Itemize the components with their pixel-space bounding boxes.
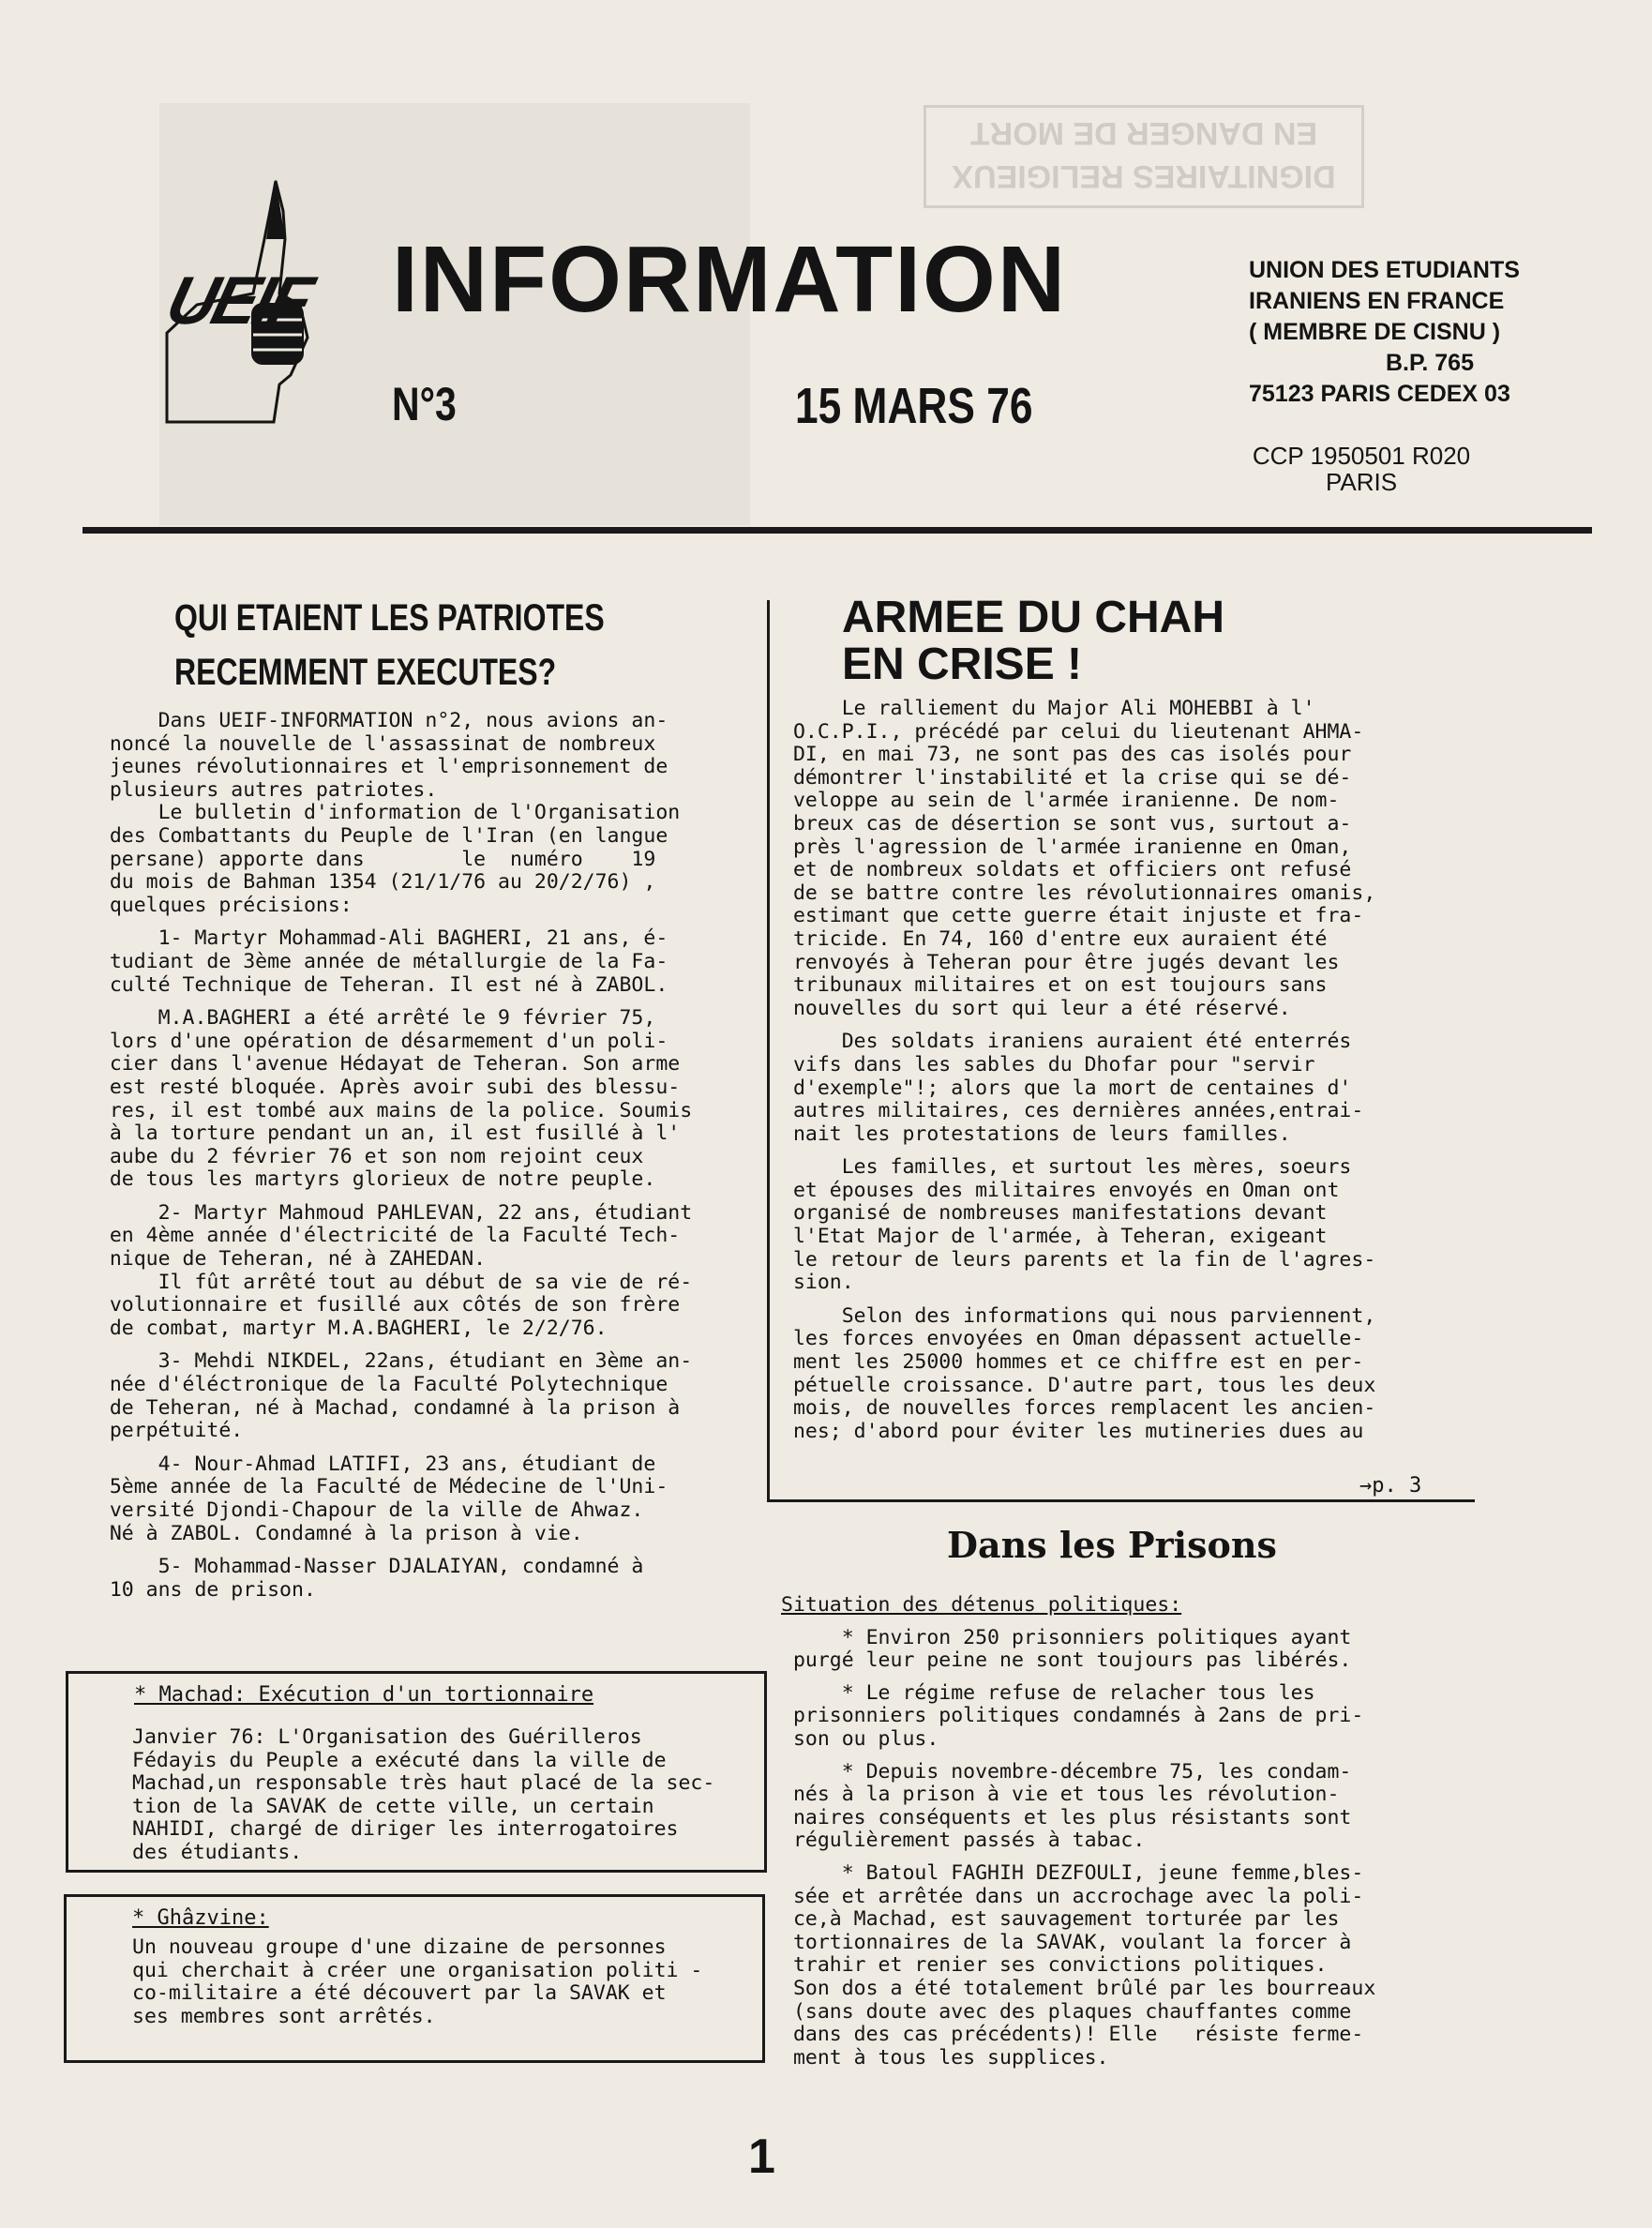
paragraph: 1- Martyr Mohammad-Ali BAGHERI, 21 ans, é- tudiant de 3ème année de métallurgie de la Fa- culté Technique de Teheran. Il est né à ZABOL. <box>109 926 668 997</box>
organization-address <box>1249 255 1520 410</box>
ccp-account <box>1249 443 1474 495</box>
stamp-line-1: DIGNITAIRES RELIGIEUX <box>952 158 1336 194</box>
logo-wordmark: UEIF <box>159 263 317 339</box>
issue-number: N°3 <box>392 378 457 430</box>
headline-line-2: EN CRISE ! <box>842 640 1083 689</box>
right-article-body <box>781 698 1465 1453</box>
prisons-body <box>781 1594 1494 2079</box>
paragraph: Le ralliement du Major Ali MOHEBBI à l' O.C.P.I., précédé par celui du lieutenant AHMA- DI, en mai 73, ne sont pas des cas isolés pour démontrer l'instabilité et la crise qui se dé- veloppe au sein de l'armée iranienne. De nom- breux cas de désertion se sont vus, surtout a- près l'agression de l'armée iranienne en Oman, et de nombreux soldats et officiers ont refusé de se battre contre les révolutionnaires omanis, estimant que cette guerre était injuste et fra- tricide. En 74, 160 d'entre eux auraient été renvoyés à Teheran pour être jugés devant les tribunaux militaires et on est toujours sans nouvelles du sort qui leur a été réservé. <box>792 697 1376 1020</box>
left-article-headline <box>174 591 605 700</box>
ghazvine-news-box <box>64 1894 765 2063</box>
paragraph: M.A.BAGHERI a été arrêté le 9 février 75, lors d'une opération de désarmement d'un poli- cier dans l'avenue Hédayat de Teheran. Son arme est resté bloquée. Après avoir subi des blessu- res, il est tombé aux mains de la police. Soumis à la torture pendant un an, il est fusillé à l' aube du 2 février 76 et son nom rejoint ceux de tous les martyrs glorieux de notre peuple. <box>109 1006 693 1192</box>
bleed-through-stamp <box>924 105 1364 208</box>
headline-line-1: ARMEE DU CHAH <box>842 593 1224 642</box>
paragraph: * Depuis novembre-décembre 75, les condam- nés à la prison à vie et tous les révolution- naires conséquents et les plus résistants sont régulièrement passés à tabac. <box>792 1759 1352 1853</box>
left-article-body <box>73 710 720 1612</box>
paragraph: Selon des informations qui nous parviennent, les forces envoyées en Oman dépassent actuelle- ment les 25000 hommes et ce chiffre est en per- pétuelle croissance. D'autre part, tous les deux mois, de nouvelles forces remplacent les ancien- nes; d'abord pour éviter les mutineries dues au <box>792 1303 1376 1443</box>
continued-on-page: →p. 3 <box>1359 1474 1422 1498</box>
org-line: 75123 PARIS CEDEX 03 <box>1249 381 1510 407</box>
paragraph: Des soldats iraniens auraient été enterrés vifs dans les sables du Dhofar pour "servir d'exemple"!; alors que la mort de centaines d' autres militaires, ces dernières années,entrai- nait les protestations de leurs familles. <box>792 1030 1364 1146</box>
paragraph: 4- Nour-Ahmad LATIFI, 23 ans, étudiant de 5ème année de la Faculté de Médecine de l'Uni- versité Djondi-Chapour de la ville de Ahwaz. Né à ZABOL. Condamné à la prison à vie. <box>109 1452 668 1545</box>
paragraph: * Batoul FAGHIH DEZFOULI, jeune femme,bles- sée et arrêtée dans un accrochage avec la poli- ce,à Machad, est sauvagement torturée par les tortionnaires de la SAVAK, voulant la forcer à trahir et renier ses convictions politiques. Son dos a été totalement brûlé par les bourreaux (sans doute avec des plaques chauffantes comme dans des cas précédents)! Elle résiste ferme- ment à tous les supplices. <box>792 1860 1376 2070</box>
paragraph: * Environ 250 prisonniers politiques ayant purgé leur peine ne sont toujours pas libérés. <box>792 1625 1352 1673</box>
paragraph: 2- Martyr Mahmoud PAHLEVAN, 22 ans, étudiant en 4ème année d'électricité de la Faculté Tech- nique de Teheran, né à ZAHEDAN. Il fût arrêté tout au début de sa vie de ré- volutionnaire et fusillé aux côtés de son frère de combat, martyr M.A.BAGHERI, le 2/2/76. <box>109 1200 693 1340</box>
paragraph: Dans UEIF-INFORMATION n°2, nous avions an- noncé la nouvelle de l'assassinat de nombreux jeunes révolutionnaires et l'emprisonnement de plusieurs autres patriotes. Le bulletin d'information de l'Organisation des Combattants du Peuple de l'Iran (en langue persane) apporte dans le numéro 19 du mois de Bahman 1354 (21/1/76 au 20/2/76) , quelques précisions: <box>109 709 681 917</box>
paragraph: 5- Mohammad-Nasser DJALAIYAN, condamné à 10 ans de prison. <box>109 1555 644 1602</box>
machad-news-box <box>66 1671 767 1873</box>
prisons-subtitle: Situation des détenus politiques: <box>781 1593 1182 1617</box>
paragraph: Les familles, et surtout les mères, soeurs et épouses des militaires envoyés en Oman ont organisé de nombreuses manifestations devant l'Etat Major de l'armée, à Teheran, exigeant le retour de leurs parents et la fin de l'agres- sion. <box>792 1155 1376 1295</box>
paragraph: 3- Mehdi NIKDEL, 22ans, étudiant en 3ème an- née d'éléctronique de la Faculté Polytechnique de Teheran, né à Machad, condamné à la prison à perpétuité. <box>109 1349 693 1443</box>
masthead-title: INFORMATION <box>392 227 1068 332</box>
right-article-headline <box>842 595 1224 688</box>
paragraph: * Le régime refuse de relacher tous les prisonniers politiques condamnés à 2ans de pri- son ou plus. <box>792 1680 1364 1751</box>
prisons-headline: Dans les Prisons <box>947 1524 1277 1566</box>
org-line: IRANIENS EN FRANCE <box>1249 288 1505 314</box>
box-title: * Ghâzvine: <box>132 1906 269 1930</box>
org-line: ( MEMBRE DE CISNU ) <box>1249 319 1501 345</box>
issue-date: 15 MARS 76 <box>795 378 1033 434</box>
box-body: Un nouveau groupe d'une dizaine de personnes qui cherchait à créer une organisation politi - co-militaire a été découvert par la SAVAK et ses membres sont arrêtés. <box>132 1935 703 2028</box>
ccp-city: PARIS <box>1325 468 1398 496</box>
box-title: * Machad: Exécution d'un tortionnaire <box>134 1683 594 1707</box>
masthead-rule <box>83 527 1592 534</box>
box-body: Janvier 76: L'Organisation des Guérilleros Fédayis du Peuple a exécuté dans la ville de Machad,un responsable très haut placé de la sec- tion de la SAVAK de cette ville, un certain NAHIDI, chargé de diriger les interrogatoires des étudiants. <box>132 1725 715 1864</box>
headline-line-1: QUI ETAIENT LES PATRIOTES <box>174 597 605 639</box>
page-number: 1 <box>748 2130 775 2184</box>
ccp-number: CCP 1950501 R020 <box>1252 442 1471 470</box>
stamp-line-2: EN DANGER DE MORT <box>969 115 1318 151</box>
org-line: UNION DES ETUDIANTS <box>1249 257 1520 283</box>
org-line: B.P. 765 <box>1385 350 1474 376</box>
headline-line-2: RECEMMENT EXECUTES? <box>174 652 557 693</box>
